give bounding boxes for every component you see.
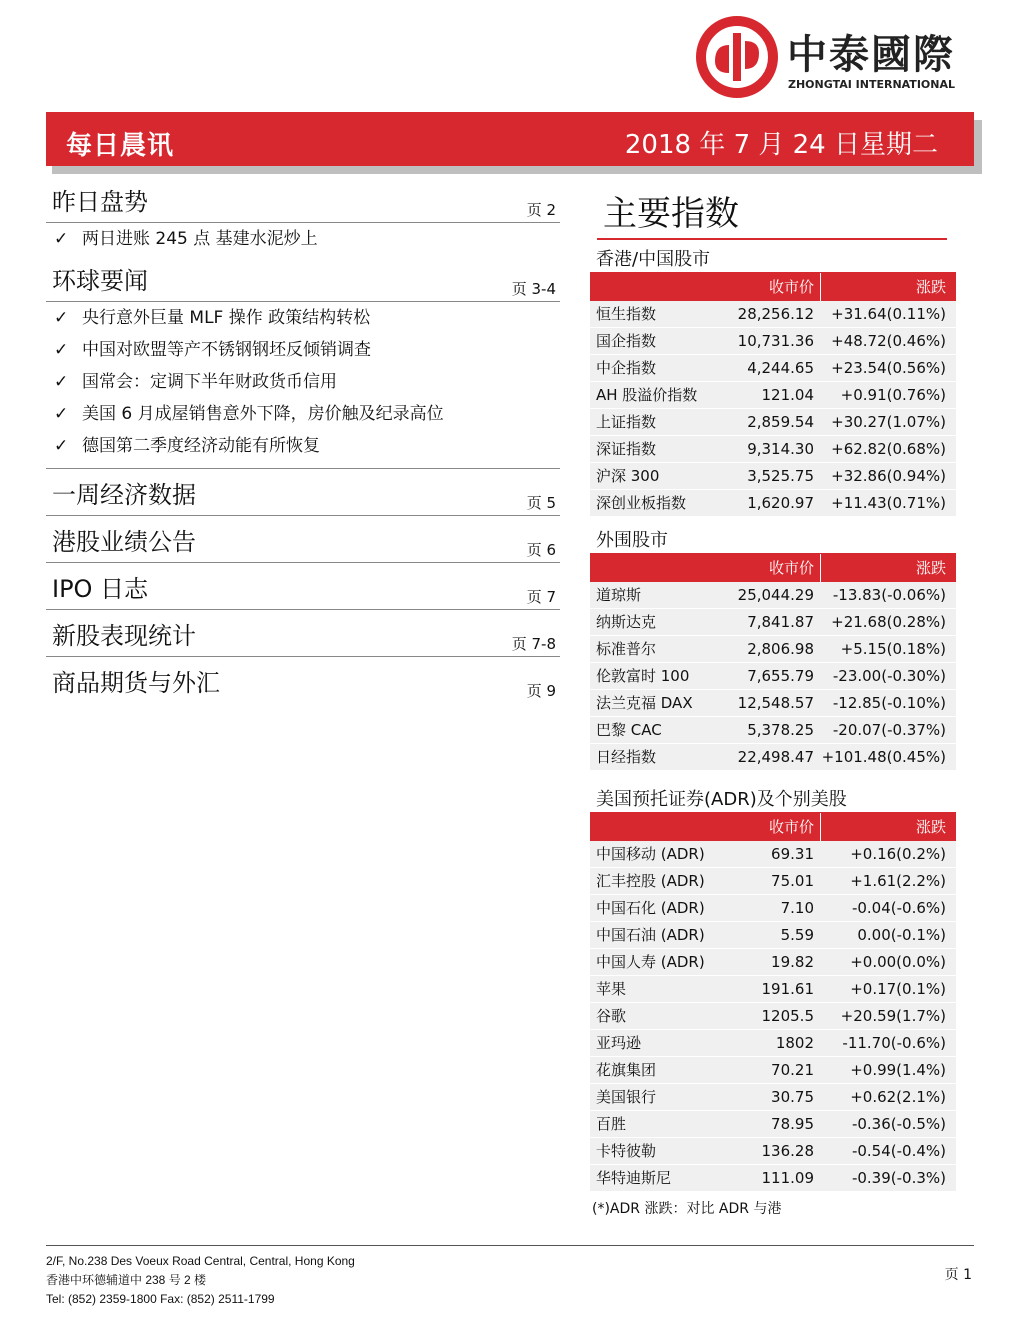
table-row: [590, 636, 956, 663]
row-name: 中国石化 (ADR): [596, 899, 705, 917]
row-change: -0.39(-0.3%): [851, 1169, 946, 1187]
table-row: [590, 1111, 956, 1138]
checkmark-icon: ✓: [54, 436, 69, 456]
toc-page-ref: 页 2: [526, 201, 556, 219]
toc-section-title: IPO 日志: [52, 575, 149, 603]
row-close-price: 1802: [775, 1034, 814, 1052]
row-change: -23.00(-0.30%): [832, 667, 946, 685]
toc-bullet[interactable]: [46, 334, 560, 366]
toc-section-commodities-fx[interactable]: [46, 663, 560, 703]
row-close-price: 28,256.12: [737, 305, 814, 323]
row-change: +0.00(0.0%): [850, 953, 946, 971]
row-name: AH 股溢价指数: [596, 386, 698, 404]
row-close-price: 22,498.47: [737, 748, 814, 766]
row-close-price: 1205.5: [761, 1007, 814, 1025]
row-change: +48.72(0.46%): [831, 332, 946, 350]
table-row: [590, 663, 956, 690]
row-name: 美国银行: [596, 1088, 657, 1106]
row-name: 卡特彼勒: [596, 1142, 657, 1160]
toc-section-new-listings[interactable]: [46, 616, 560, 657]
table-row: [590, 744, 956, 771]
row-name: 道琼斯: [596, 586, 642, 604]
row-name: 巴黎 CAC: [596, 721, 662, 739]
table-row: [590, 868, 956, 895]
row-change: +11.43(0.71%): [831, 494, 946, 512]
col-change-header: 涨跌: [915, 818, 946, 836]
table-row: [590, 922, 956, 949]
table-header: [590, 553, 956, 582]
table-row: [590, 301, 956, 328]
table-row: [590, 895, 956, 922]
row-name: 中国移动 (ADR): [596, 845, 705, 863]
row-close-price: 136.28: [761, 1142, 814, 1160]
row-name: 亚玛逊: [596, 1034, 642, 1052]
table-row: [590, 1003, 956, 1030]
row-change: +62.82(0.68%): [831, 440, 946, 458]
company-logo: [695, 15, 970, 105]
row-change: +31.64(0.11%): [831, 305, 946, 323]
toc-section-title: 环球要闻: [52, 267, 148, 295]
row-name: 日经指数: [596, 748, 657, 766]
row-change: +5.15(0.18%): [840, 640, 946, 658]
table-row: [590, 436, 956, 463]
table-row: [590, 841, 956, 868]
toc-page-ref: 页 7-8: [511, 635, 556, 653]
table-row: [590, 1138, 956, 1165]
row-change: -0.54(-0.4%): [851, 1142, 946, 1160]
table-row: [590, 382, 956, 409]
row-close-price: 7.10: [780, 899, 814, 917]
toc-page-ref: 页 7: [526, 588, 556, 606]
table-body: [590, 301, 956, 517]
toc-section-title: 一周经济数据: [52, 481, 196, 509]
row-close-price: 191.61: [761, 980, 814, 998]
row-close-price: 111.09: [761, 1169, 814, 1187]
row-close-price: 78.95: [771, 1115, 814, 1133]
toc-section-global-news[interactable]: [46, 261, 560, 302]
toc-bullet-text: 美国 6 月成屋销售意外下降，房价触及纪录高位: [82, 404, 444, 424]
logo-chinese-name: 中泰國際: [787, 32, 955, 78]
row-change: +0.17(0.1%): [850, 980, 946, 998]
toc-page-ref: 页 6: [526, 541, 556, 559]
checkmark-icon: ✓: [54, 229, 69, 249]
row-close-price: 12,548.57: [737, 694, 814, 712]
row-change: +0.91(0.76%): [840, 386, 946, 404]
row-close-price: 1,620.97: [747, 494, 814, 512]
table-of-contents: [46, 182, 560, 703]
row-name: 谷歌: [596, 1007, 627, 1025]
overseas-market-table: [590, 529, 956, 771]
toc-bullet[interactable]: [46, 302, 560, 334]
table-row: [590, 949, 956, 976]
row-close-price: 10,731.36: [737, 332, 814, 350]
row-name: 伦敦富时 100: [596, 667, 690, 685]
row-name: 国企指数: [596, 332, 657, 350]
toc-page-ref: 页 5: [526, 494, 556, 512]
row-change: +32.86(0.94%): [831, 467, 946, 485]
table-row: [590, 409, 956, 436]
adr-us-stocks-table: [590, 788, 956, 1218]
row-change: -11.70(-0.6%): [842, 1034, 946, 1052]
toc-bullet[interactable]: [46, 398, 560, 430]
toc-bullet[interactable]: [46, 223, 560, 255]
row-change: +101.48(0.45%): [821, 748, 946, 766]
row-name: 纳斯达克: [596, 613, 657, 631]
table-row: [590, 690, 956, 717]
table-caption: 外围股市: [596, 530, 668, 551]
report-banner: [46, 112, 974, 166]
table-row: [590, 328, 956, 355]
toc-section-ipo-log[interactable]: [46, 569, 560, 610]
footer-address: [46, 1252, 355, 1309]
row-change: +1.61(2.2%): [850, 872, 946, 890]
toc-bullet-list: [46, 302, 560, 469]
table-caption: 美国预托证券(ADR)及个别美股: [596, 789, 847, 810]
row-name: 苹果: [596, 980, 627, 998]
toc-bullet[interactable]: [46, 430, 560, 462]
table-row: [590, 1165, 956, 1192]
table-row: [590, 717, 956, 744]
report-date: 2018 年 7 月 24 日星期二: [624, 130, 938, 160]
row-close-price: 5,378.25: [747, 721, 814, 739]
toc-page-ref: 页 9: [526, 682, 556, 700]
footer-divider: [46, 1245, 974, 1246]
row-name: 沪深 300: [596, 467, 660, 485]
indices-heading: 主要指数: [603, 194, 739, 234]
col-close-header: 收市价: [716, 813, 821, 841]
row-close-price: 3,525.75: [747, 467, 814, 485]
checkmark-icon: ✓: [54, 404, 69, 424]
address-chinese: 香港中环德辅道中 238 号 2 楼: [46, 1273, 207, 1287]
row-change: +0.99(1.4%): [850, 1061, 946, 1079]
row-close-price: 2,859.54: [747, 413, 814, 431]
table-row: [590, 1084, 956, 1111]
row-name: 标准普尔: [596, 640, 657, 658]
row-change: -12.85(-0.10%): [832, 694, 946, 712]
col-close-header: 收市价: [716, 273, 821, 301]
logo-english-name: ZHONGTAI INTERNATIONAL: [788, 78, 955, 91]
row-close-price: 121.04: [761, 386, 814, 404]
row-close-price: 4,244.65: [747, 359, 814, 377]
row-close-price: 9,314.30: [747, 440, 814, 458]
row-name: 上证指数: [596, 413, 657, 431]
table-row: [590, 1030, 956, 1057]
toc-bullet-text: 德国第二季度经济动能有所恢复: [82, 436, 320, 456]
table-body: [590, 582, 956, 771]
table-row: [590, 582, 956, 609]
toc-page-ref: 页 3-4: [511, 280, 556, 298]
contact-numbers: Tel: (852) 2359-1800 Fax: (852) 2511-1799: [46, 1292, 275, 1306]
row-change: -20.07(-0.37%): [832, 721, 946, 739]
row-change: -13.83(-0.06%): [832, 586, 946, 604]
row-close-price: 25,044.29: [737, 586, 814, 604]
adr-footnote: (*)ADR 涨跌：对比 ADR 与港: [592, 1201, 782, 1217]
table-row: [590, 609, 956, 636]
toc-bullet-text: 国常会：定调下半年财政货币信用: [82, 372, 337, 392]
table-row: [590, 1057, 956, 1084]
report-title: 每日晨讯: [66, 131, 175, 161]
toc-bullet-text: 中国对欧盟等产不锈钢钢坯反倾销调查: [82, 340, 371, 360]
row-close-price: 69.31: [771, 845, 814, 863]
toc-section-weekly-data[interactable]: [46, 475, 560, 516]
table-row: [590, 355, 956, 382]
row-close-price: 19.82: [771, 953, 814, 971]
row-name: 花旗集团: [596, 1061, 657, 1079]
checkmark-icon: ✓: [54, 372, 69, 392]
row-name: 深创业板指数: [596, 494, 687, 512]
toc-section-title: 港股业绩公告: [52, 528, 196, 556]
row-change: +0.16(0.2%): [850, 845, 946, 863]
hk-china-market-table: [590, 248, 956, 517]
toc-bullet-text: 央行意外巨量 MLF 操作 政策结构转松: [82, 308, 371, 328]
row-close-price: 30.75: [771, 1088, 814, 1106]
page-number: 页 1: [944, 1267, 972, 1283]
row-close-price: 2,806.98: [747, 640, 814, 658]
checkmark-icon: ✓: [54, 340, 69, 360]
address-english: 2/F, No.238 Des Voeux Road Central, Central, Hong Kong: [46, 1254, 355, 1268]
table-caption: 香港/中国股市: [596, 249, 711, 270]
table-header: [590, 272, 956, 301]
row-change: 0.00(-0.1%): [857, 926, 946, 944]
row-name: 中企指数: [596, 359, 657, 377]
col-close-header: 收市价: [716, 554, 821, 582]
col-change-header: 涨跌: [915, 559, 946, 577]
row-change: -0.04(-0.6%): [851, 899, 946, 917]
row-name: 汇丰控股 (ADR): [596, 872, 705, 890]
table-row: [590, 463, 956, 490]
col-change-header: 涨跌: [915, 278, 946, 296]
row-change: +0.62(2.1%): [850, 1088, 946, 1106]
row-name: 深证指数: [596, 440, 657, 458]
row-name: 法兰克福 DAX: [596, 694, 693, 712]
row-change: +21.68(0.28%): [831, 613, 946, 631]
row-name: 中国石油 (ADR): [596, 926, 705, 944]
row-close-price: 7,841.87: [747, 613, 814, 631]
row-close-price: 70.21: [771, 1061, 814, 1079]
toc-bullet-list: [46, 223, 560, 261]
row-change: -0.36(-0.5%): [851, 1115, 946, 1133]
table-header: [590, 812, 956, 841]
toc-section-title: 昨日盘势: [52, 188, 148, 216]
row-change: +23.54(0.56%): [831, 359, 946, 377]
table-body: [590, 841, 956, 1192]
row-change: +20.59(1.7%): [840, 1007, 946, 1025]
toc-bullet[interactable]: [46, 366, 560, 398]
toc-section-title: 商品期货与外汇: [52, 669, 220, 697]
row-name: 恒生指数: [596, 305, 657, 323]
toc-section-hk-results[interactable]: [46, 522, 560, 563]
toc-section-title: 新股表现统计: [52, 622, 196, 650]
row-name: 百胜: [596, 1115, 627, 1133]
toc-bullet-text: 两日进账 245 点 基建水泥炒上: [82, 229, 318, 249]
zhongtai-logo-icon: [695, 15, 779, 99]
row-change: +30.27(1.07%): [831, 413, 946, 431]
row-close-price: 5.59: [780, 926, 814, 944]
table-row: [590, 976, 956, 1003]
row-close-price: 7,655.79: [747, 667, 814, 685]
row-name: 中国人寿 (ADR): [596, 953, 705, 971]
row-name: 华特迪斯尼: [596, 1169, 672, 1187]
row-close-price: 75.01: [771, 872, 814, 890]
heading-underline: [597, 238, 947, 240]
checkmark-icon: ✓: [54, 308, 69, 328]
table-row: [590, 490, 956, 517]
toc-section-market-review[interactable]: [46, 182, 560, 223]
